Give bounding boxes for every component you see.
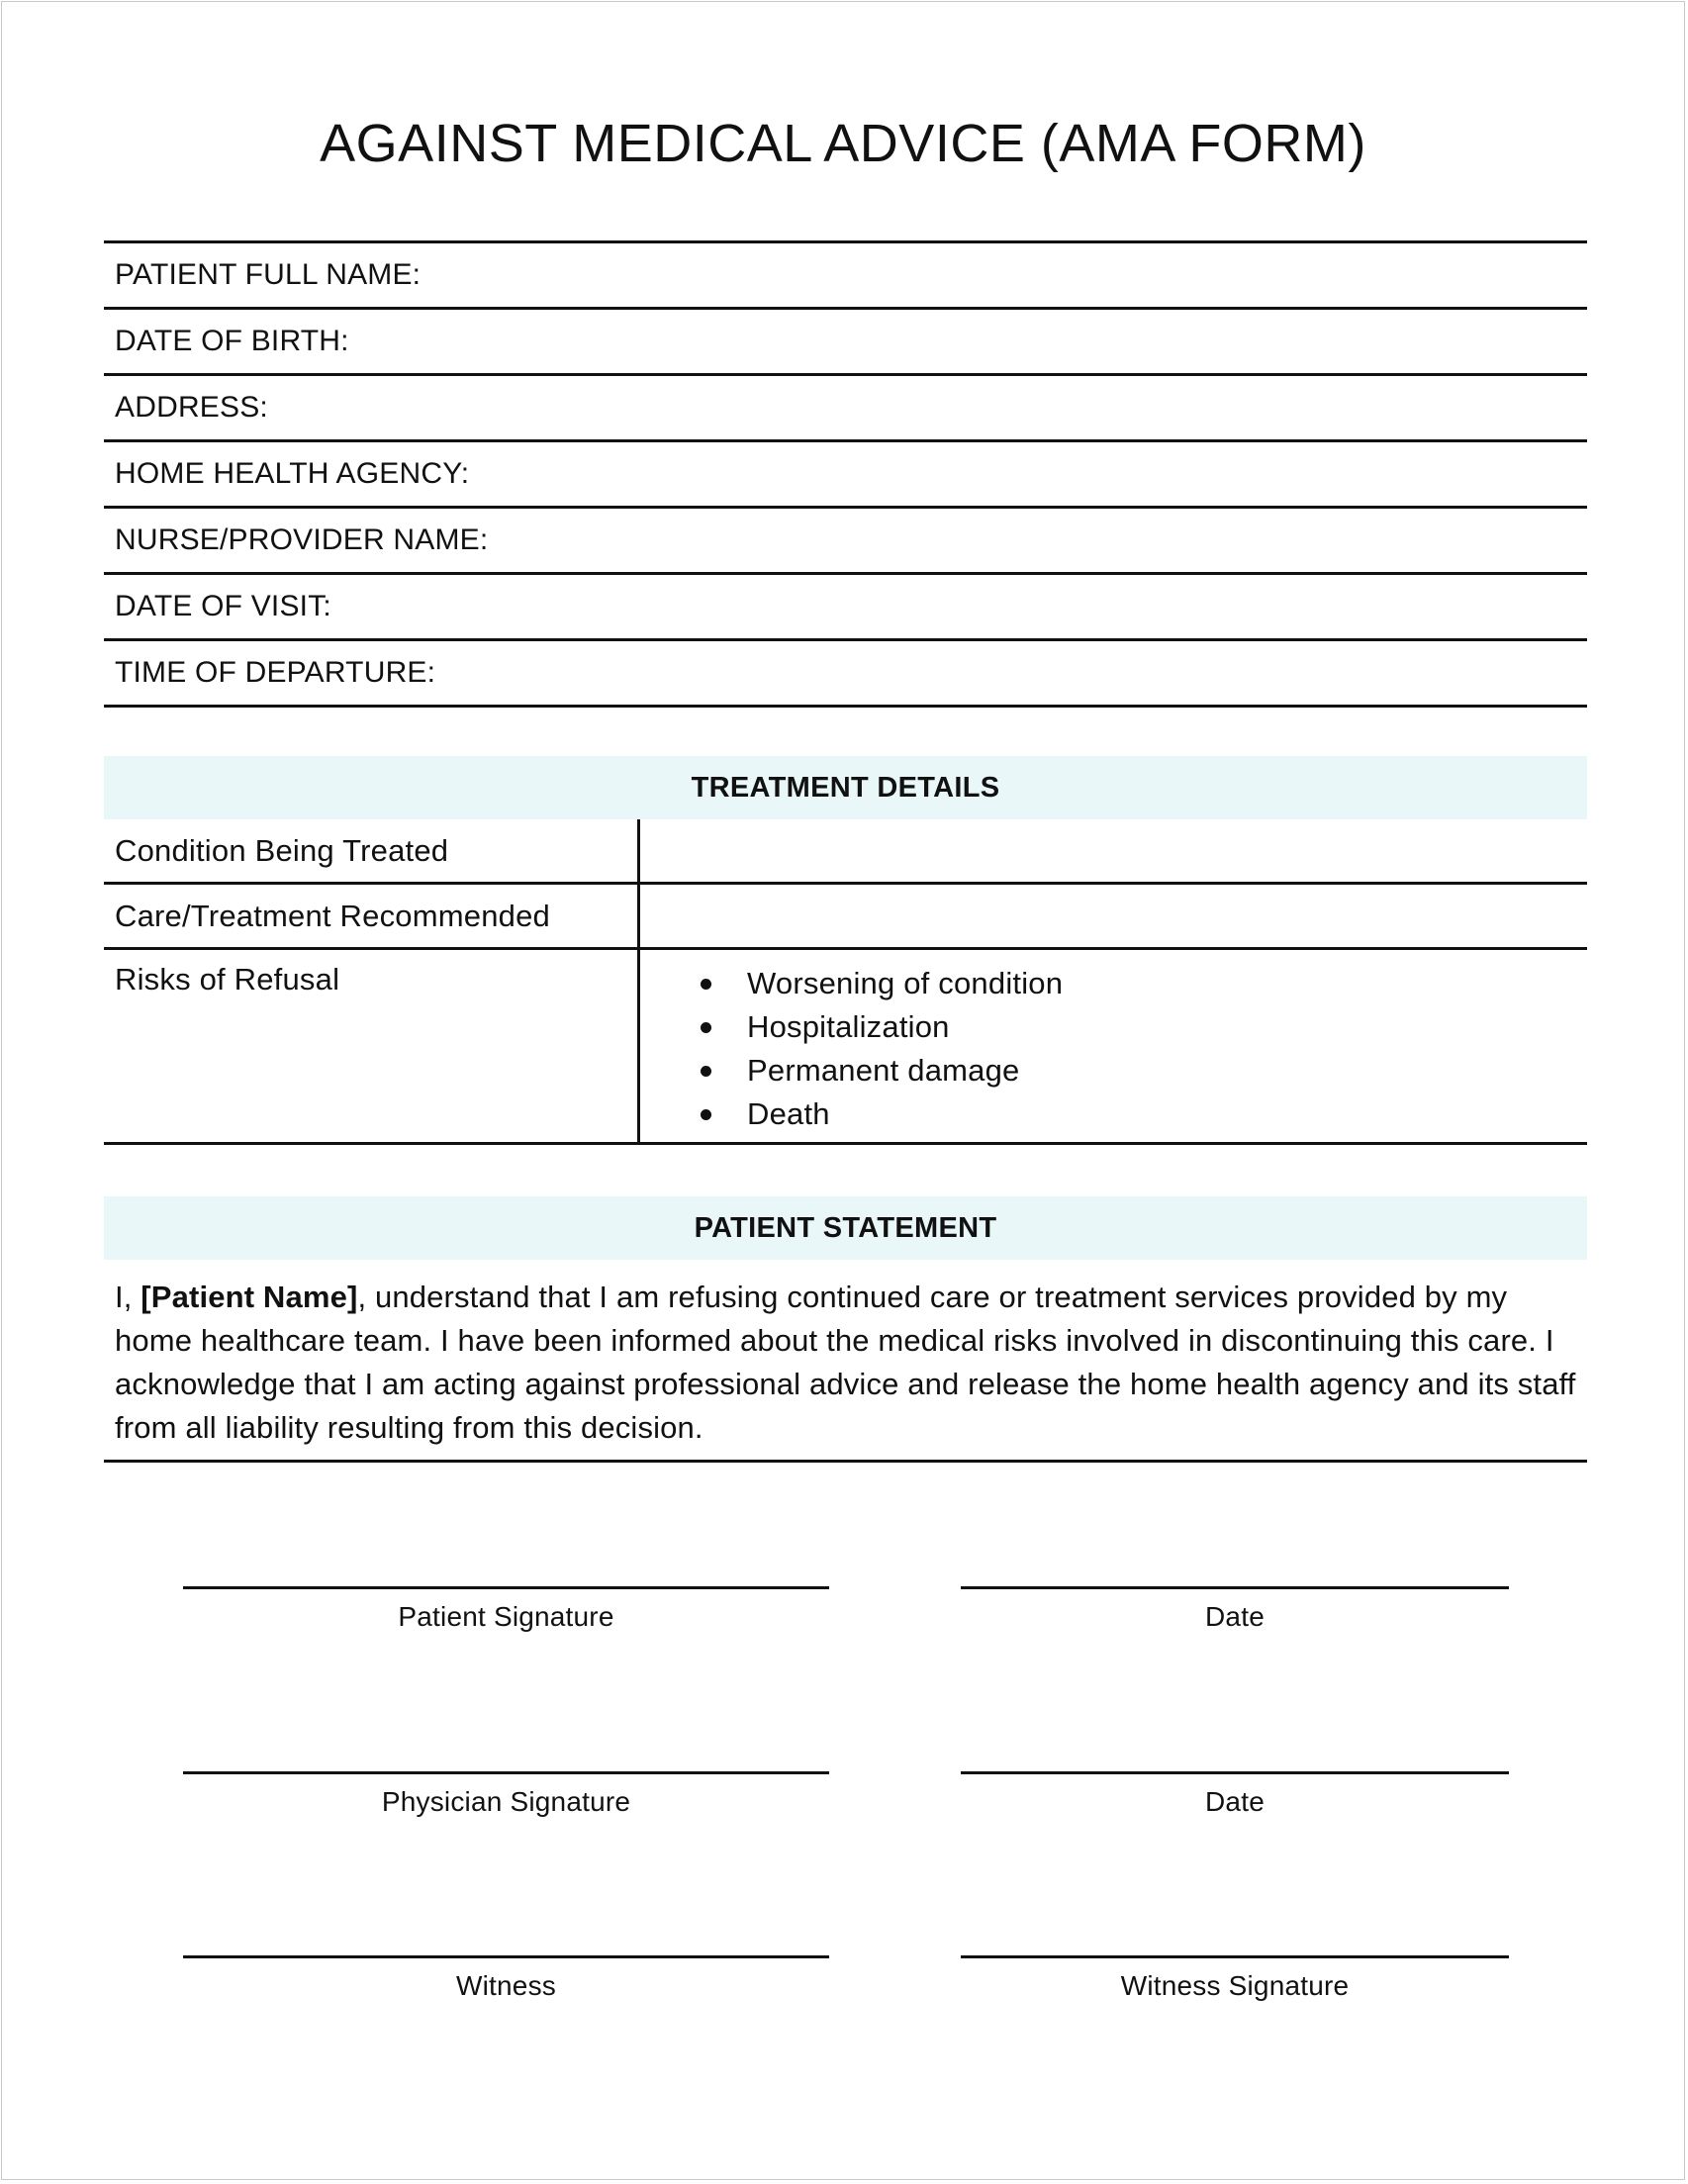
physician-signature-line[interactable] (183, 1771, 829, 1818)
patient-statement-heading: PATIENT STATEMENT (104, 1196, 1587, 1260)
field-label: NURSE/PROVIDER NAME: (115, 523, 489, 556)
table-row (104, 885, 1587, 950)
date-of-visit-field[interactable] (104, 575, 1587, 641)
care-recommended-value-cell[interactable] (640, 885, 1587, 947)
field-label: HOME HEALTH AGENCY: (115, 457, 470, 490)
table-row (104, 950, 1587, 1145)
time-of-departure-field[interactable] (104, 641, 1587, 708)
field-label: DATE OF BIRTH: (115, 325, 349, 357)
signature-label: Date (1205, 1786, 1265, 1817)
risks-label: Risks of Refusal (104, 950, 640, 1142)
physician-date-line[interactable] (961, 1771, 1509, 1818)
risks-value-cell (640, 950, 1587, 1142)
witness-signature-line[interactable] (961, 1955, 1509, 2002)
signature-label: Patient Signature (398, 1601, 614, 1632)
bullet-icon (701, 1066, 711, 1077)
statement-prefix: I, (115, 1280, 141, 1314)
treatment-details-heading: TREATMENT DETAILS (104, 756, 1587, 819)
condition-label: Condition Being Treated (104, 819, 640, 882)
risk-text: Permanent damage (747, 1053, 1020, 1088)
address-field[interactable] (104, 376, 1587, 442)
treatment-details-section (104, 756, 1587, 1145)
statement-body: , understand that I am refusing continued care or treatment services provided by my home healthcare team. I have been informed about the medical risks involved in discontinuing this care. I acknowledge that I am acting against professional advice and release the home health agency and its staff from all liability resulting from this decision. (115, 1280, 1576, 1445)
patient-info-section (104, 240, 1587, 708)
field-label: TIME OF DEPARTURE: (115, 656, 436, 689)
signature-label: Witness Signature (1120, 1970, 1350, 2001)
date-of-birth-field[interactable] (104, 310, 1587, 376)
risk-text: Worsening of condition (747, 966, 1064, 1000)
field-label: PATIENT FULL NAME: (115, 258, 422, 291)
witness-line[interactable] (183, 1955, 829, 2002)
risk-text: Death (747, 1096, 830, 1131)
form-page (1, 1, 1685, 2180)
list-item (640, 1092, 1587, 1136)
nurse-provider-name-field[interactable] (104, 509, 1587, 575)
condition-value-cell[interactable] (640, 819, 1587, 882)
page-title: AGAINST MEDICAL ADVICE (AMA FORM) (320, 114, 1366, 173)
bullet-icon (701, 1109, 711, 1120)
signature-label: Physician Signature (381, 1786, 631, 1817)
risks-list (640, 950, 1587, 1136)
list-item (640, 1005, 1587, 1049)
risk-text: Hospitalization (747, 1009, 950, 1044)
care-recommended-label: Care/Treatment Recommended (104, 885, 640, 947)
field-label: DATE OF VISIT: (115, 590, 331, 622)
home-health-agency-field[interactable] (104, 442, 1587, 509)
list-item (640, 1049, 1587, 1092)
signature-label: Date (1205, 1601, 1265, 1632)
patient-full-name-field[interactable] (104, 243, 1587, 310)
signature-label: Witness (456, 1970, 556, 2001)
patient-name-placeholder[interactable]: [Patient Name] (141, 1280, 358, 1314)
patient-statement-section (104, 1196, 1587, 1463)
bullet-icon (701, 1022, 711, 1033)
patient-date-line[interactable] (961, 1586, 1509, 1633)
field-label: ADDRESS: (115, 391, 268, 424)
statement-text (104, 1260, 1587, 1463)
list-item (640, 962, 1587, 1005)
bullet-icon (701, 979, 711, 990)
patient-signature-line[interactable] (183, 1586, 829, 1633)
table-row (104, 819, 1587, 885)
